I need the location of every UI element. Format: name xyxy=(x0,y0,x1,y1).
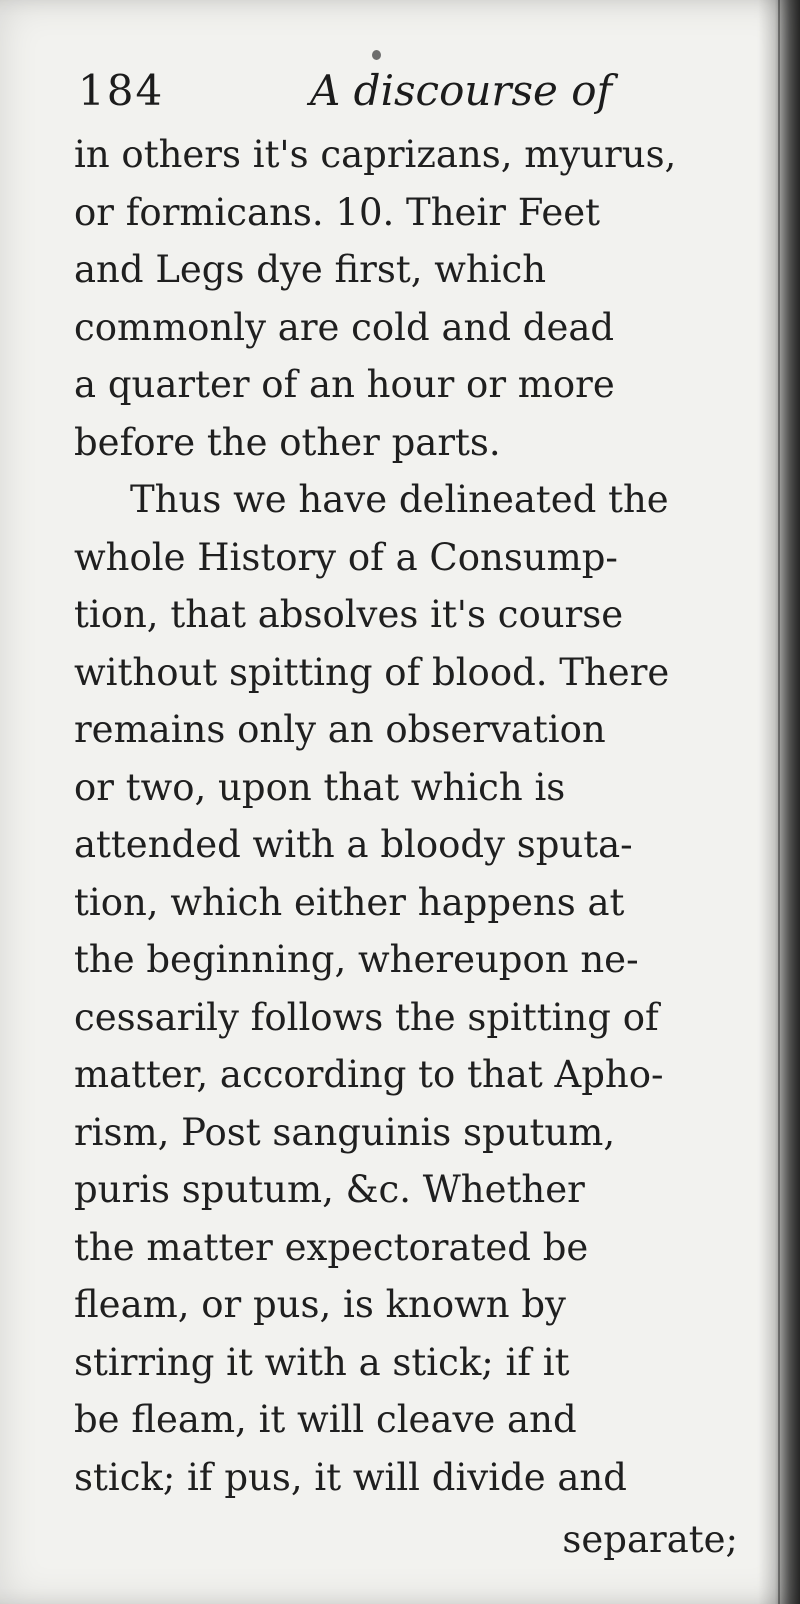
text-line: be fleam, it will cleave and xyxy=(74,1398,577,1441)
text-line: without spitting of blood. There xyxy=(74,650,670,694)
text-line: stick; if pus, it will divide and xyxy=(74,1455,627,1499)
text-line: or two, upon that which is xyxy=(74,765,566,809)
page-edge-line xyxy=(778,0,780,1604)
text-line: tion, that absolves it's course xyxy=(74,593,624,636)
text-line: rism, Post sanguinis sputum, xyxy=(74,1110,616,1154)
text-line: matter, according to that Apho- xyxy=(74,1053,664,1096)
text-line: a quarter of an hour or more xyxy=(74,363,615,406)
text-line: whole History of a Consump- xyxy=(74,535,618,579)
text-line: the matter expectorated be xyxy=(74,1225,589,1269)
text-line: or formicans. 10. Their Feet xyxy=(74,190,601,234)
catchword: separate; xyxy=(562,1518,738,1561)
body-text xyxy=(74,126,738,1506)
ink-spot xyxy=(372,50,381,60)
running-head xyxy=(78,66,718,126)
text-line: stirring it with a stick; if it xyxy=(74,1340,570,1384)
text-line: and Legs dye first, which xyxy=(74,248,547,291)
text-line: commonly are cold and dead xyxy=(74,305,615,349)
paragraph-first-line: Thus we have delineated the xyxy=(130,478,669,521)
text-line: before the other parts. xyxy=(74,420,501,464)
page-number: 184 xyxy=(78,66,165,115)
text-line: attended with a bloody sputa- xyxy=(74,823,633,866)
text-line: tion, which either happens at xyxy=(74,880,625,924)
text-line: in others it's caprizans, myurus, xyxy=(74,133,677,176)
text-line: fleam, or pus, is known by xyxy=(74,1283,566,1326)
running-head-title: A discourse of xyxy=(310,66,613,115)
text-line: puris sputum, &c. Whether xyxy=(74,1168,585,1211)
text-line: cessarily follows the spitting of xyxy=(74,995,659,1039)
text-line: the beginning, whereupon ne- xyxy=(74,938,639,981)
text-line: remains only an observation xyxy=(74,708,606,751)
